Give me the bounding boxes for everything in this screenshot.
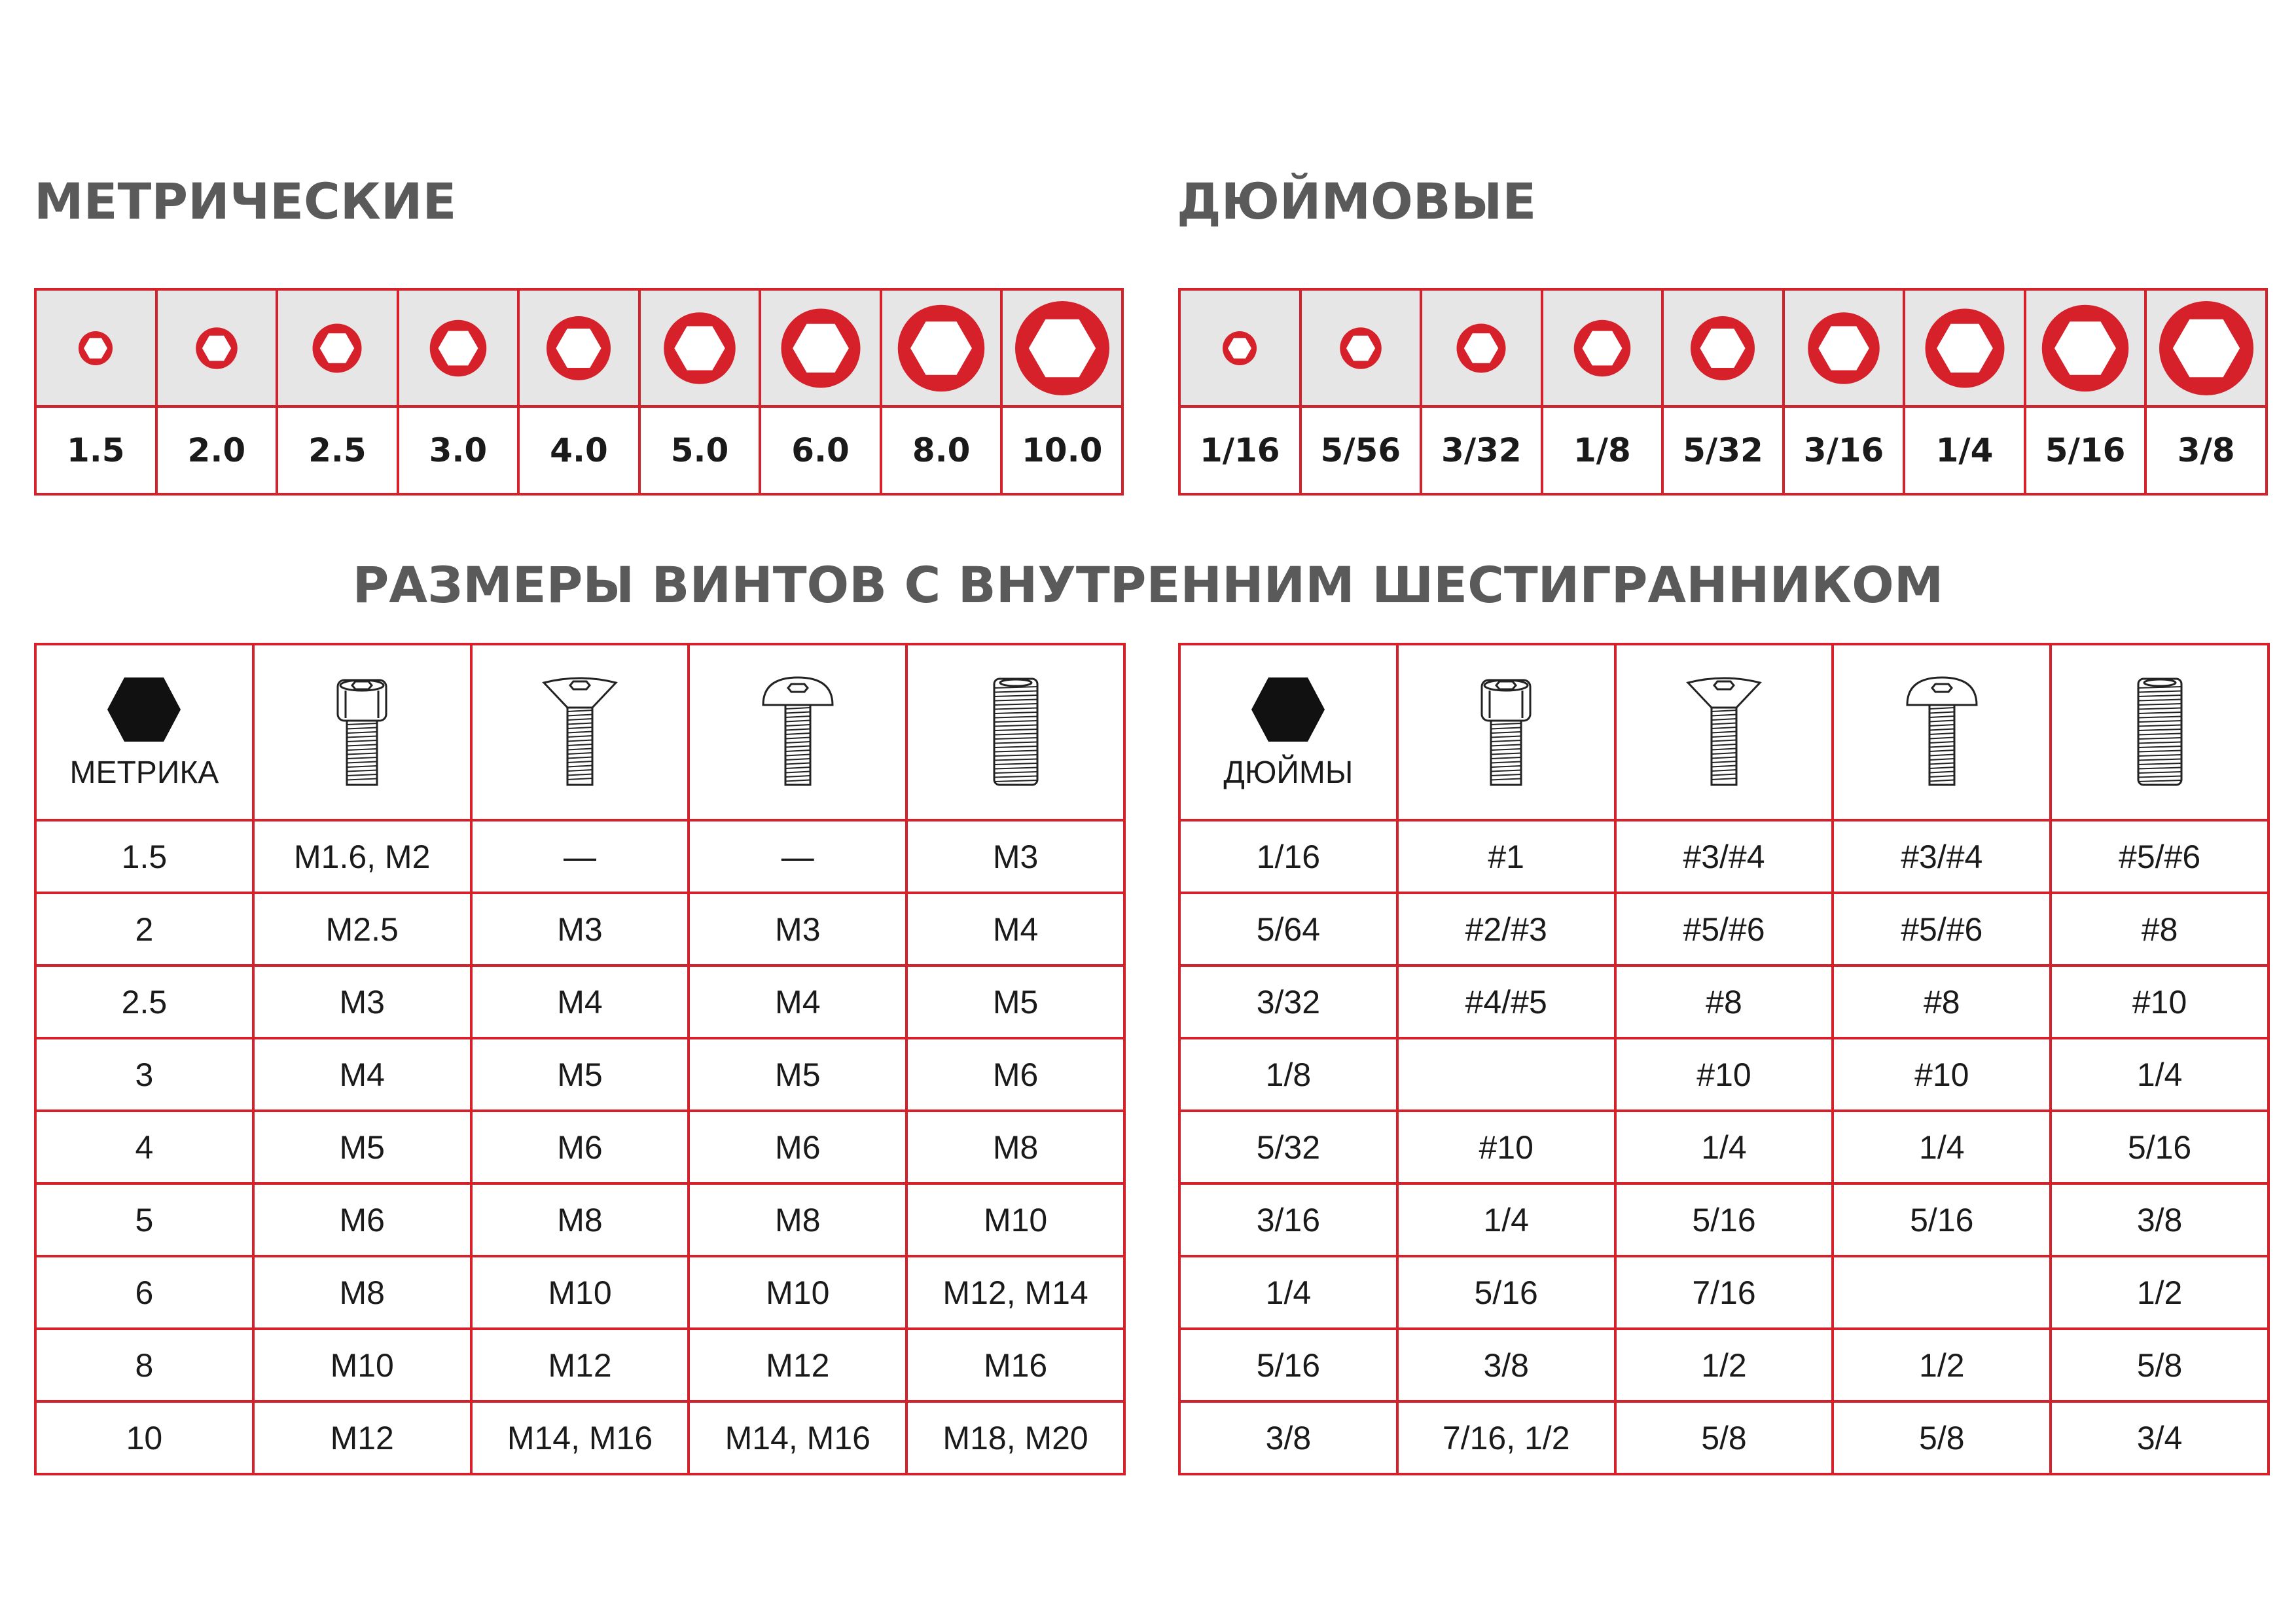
- table-row: [1179, 893, 2269, 965]
- screw-size-cell: #4/#5: [1397, 965, 1615, 1038]
- table-row: [1179, 1038, 2269, 1111]
- hex-socket-icon: [529, 299, 628, 397]
- screw-size-cell: #8: [1615, 965, 1833, 1038]
- hex-key-icon-cell: [1001, 289, 1122, 406]
- hex-key-icon-cell: [1542, 289, 1663, 406]
- screw-size-cell: M6: [689, 1111, 906, 1183]
- hex-socket-icon: [1191, 299, 1289, 397]
- table-row: [1179, 1111, 2269, 1183]
- inch-header-label: ДЮЙМЫ: [1223, 755, 1354, 790]
- inch-heading: ДЮЙМОВЫЕ: [1177, 172, 1537, 230]
- screw-size-cell: 7/16, 1/2: [1397, 1401, 1615, 1474]
- screw-size-cell: M6: [471, 1111, 689, 1183]
- screw-size-cell: 5/16: [1833, 1183, 2051, 1256]
- hex-key-size: 3/32: [1421, 406, 1542, 494]
- flat-head-screw-icon: [537, 674, 622, 791]
- header-socket-head-cell: [1397, 644, 1615, 820]
- hex-key-icon-cell: [1784, 289, 1905, 406]
- screw-size-cell: 7/16: [1615, 1256, 1833, 1329]
- key-size-cell: 3/16: [1179, 1183, 1397, 1256]
- hex-key-size: 5/16: [2025, 406, 2146, 494]
- hex-socket-icon: [409, 299, 507, 397]
- hex-key-size: 3.0: [398, 406, 519, 494]
- hex-socket-icon: [1013, 299, 1111, 397]
- header-button-head-cell: [689, 644, 906, 820]
- key-size-cell: 3: [35, 1038, 253, 1111]
- inch-keys-label-row: [1179, 406, 2267, 494]
- hex-key-icon-cell: [2145, 289, 2267, 406]
- hex-key-size: 5.0: [639, 406, 761, 494]
- key-size-cell: 4: [35, 1111, 253, 1183]
- hex-socket-icon: [651, 299, 749, 397]
- screw-size-cell: #3/#4: [1615, 820, 1833, 893]
- button-head-screw-icon: [1899, 674, 1984, 791]
- hex-socket-icon: [772, 299, 870, 397]
- hex-key-icon-cell: [1179, 289, 1300, 406]
- header-button-head-cell: [1833, 644, 2051, 820]
- table-row: [35, 1401, 1124, 1474]
- header-set-screw-cell: [906, 644, 1124, 820]
- table-row: [1179, 965, 2269, 1038]
- screw-size-cell: M8: [906, 1111, 1124, 1183]
- hex-socket-icon: [1795, 299, 1893, 397]
- hex-key-icon-cell: [1662, 289, 1784, 406]
- screw-size-cell: [1833, 1256, 2051, 1329]
- hex-key-size: 6.0: [760, 406, 881, 494]
- screw-size-cell: 5/8: [2051, 1329, 2269, 1401]
- key-size-cell: 2.5: [35, 965, 253, 1038]
- table-row: [35, 893, 1124, 965]
- key-size-cell: 1/16: [1179, 820, 1397, 893]
- table-row: [35, 1038, 1124, 1111]
- table-row: [35, 1183, 1124, 1256]
- table-row: [1179, 1401, 2269, 1474]
- screw-size-cell: M10: [906, 1183, 1124, 1256]
- header-set-screw-cell: [2051, 644, 2269, 820]
- screw-size-cell: 5/16: [2051, 1111, 2269, 1183]
- hex-key-icon-cell: [1421, 289, 1542, 406]
- hex-key-size: 4.0: [518, 406, 639, 494]
- screw-size-cell: 1/2: [2051, 1256, 2269, 1329]
- table-row: [1179, 1183, 2269, 1256]
- hex-key-icon-cell: [156, 289, 278, 406]
- hex-key-size: 2.5: [277, 406, 398, 494]
- screw-size-cell: M12: [689, 1329, 906, 1401]
- hex-key-icon-cell: [639, 289, 761, 406]
- screw-size-cell: M8: [253, 1256, 471, 1329]
- screw-size-cell: M3: [689, 893, 906, 965]
- screw-size-cell: 1/4: [1833, 1111, 2051, 1183]
- screw-size-cell: 5/8: [1833, 1401, 2051, 1474]
- screw-size-cell: —: [471, 820, 689, 893]
- metric-screw-sizes-table: [34, 643, 1126, 1475]
- key-size-cell: 1/4: [1179, 1256, 1397, 1329]
- hex-socket-icon: [2157, 299, 2255, 397]
- screw-size-cell: 3/4: [2051, 1401, 2269, 1474]
- screw-size-cell: 5/8: [1615, 1401, 1833, 1474]
- screw-size-cell: M5: [689, 1038, 906, 1111]
- screw-size-cell: #10: [1397, 1111, 1615, 1183]
- screw-size-cell: M10: [471, 1256, 689, 1329]
- hex-key-icon-cell: [277, 289, 398, 406]
- hex-socket-icon: [2036, 299, 2134, 397]
- screw-size-cell: M14, M16: [471, 1401, 689, 1474]
- hex-key-size: 2.0: [156, 406, 278, 494]
- hex-socket-icon: [1916, 299, 2014, 397]
- screw-size-cell: M12, M14: [906, 1256, 1124, 1329]
- table-row: [35, 1329, 1124, 1401]
- screw-size-cell: #5/#6: [1833, 893, 2051, 965]
- hex-key-icon-cell: [35, 289, 156, 406]
- screw-size-cell: M2.5: [253, 893, 471, 965]
- set-screw-icon: [980, 674, 1052, 791]
- hex-key-size: 3/8: [2145, 406, 2267, 494]
- screw-size-cell: 5/16: [1615, 1183, 1833, 1256]
- hex-key-size: 10.0: [1001, 406, 1122, 494]
- screw-size-cell: 1/4: [1615, 1111, 1833, 1183]
- screw-size-cell: M10: [253, 1329, 471, 1401]
- screw-size-cell: M12: [253, 1401, 471, 1474]
- hex-socket-icon: [288, 299, 386, 397]
- table-row: [1179, 820, 2269, 893]
- hex-key-size: 1/16: [1179, 406, 1300, 494]
- screw-size-cell: #10: [2051, 965, 2269, 1038]
- hex-socket-icon: [892, 299, 990, 397]
- screw-size-cell: M3: [253, 965, 471, 1038]
- screw-size-cell: M4: [471, 965, 689, 1038]
- screw-size-cell: #3/#4: [1833, 820, 2051, 893]
- screw-size-cell: M5: [471, 1038, 689, 1111]
- key-size-cell: 5: [35, 1183, 253, 1256]
- hex-key-icon-cell: [518, 289, 639, 406]
- screw-size-cell: M4: [906, 893, 1124, 965]
- key-size-cell: 5/64: [1179, 893, 1397, 965]
- hex-key-size: 5/56: [1300, 406, 1422, 494]
- key-size-cell: 1.5: [35, 820, 253, 893]
- screw-size-cell: 1/2: [1833, 1329, 2051, 1401]
- screw-size-cell: M5: [906, 965, 1124, 1038]
- inch-table-header-row: [1179, 644, 2269, 820]
- screw-size-cell: 3/8: [1397, 1329, 1615, 1401]
- hex-key-icon-cell: [1904, 289, 2025, 406]
- key-size-cell: 3/32: [1179, 965, 1397, 1038]
- hex-socket-icon: [46, 299, 145, 397]
- screw-size-cell: M4: [689, 965, 906, 1038]
- hex-key-icon-cell: [2025, 289, 2146, 406]
- screw-size-cell: #10: [1615, 1038, 1833, 1111]
- table-row: [35, 1256, 1124, 1329]
- inch-screw-sizes-table: [1178, 643, 2270, 1475]
- hex-key-size: 3/16: [1784, 406, 1905, 494]
- screw-size-cell: M8: [471, 1183, 689, 1256]
- header-socket-head-cell: [253, 644, 471, 820]
- key-size-cell: 1/8: [1179, 1038, 1397, 1111]
- hex-key-size: 5/32: [1662, 406, 1784, 494]
- table-row: [35, 1111, 1124, 1183]
- screw-size-cell: M1.6, M2: [253, 820, 471, 893]
- table-row: [35, 965, 1124, 1038]
- screw-size-cell: [1397, 1038, 1615, 1111]
- table-row: [35, 820, 1124, 893]
- screw-size-cell: M6: [253, 1183, 471, 1256]
- hex-key-icon-cell: [760, 289, 881, 406]
- screw-sizes-heading: РАЗМЕРЫ ВИНТОВ С ВНУТРЕННИМ ШЕСТИГРАННИКОМ: [352, 556, 1944, 614]
- screw-size-cell: 5/16: [1397, 1256, 1615, 1329]
- metric-keys-table: [34, 288, 1124, 496]
- screw-size-cell: #8: [2051, 893, 2269, 965]
- key-size-cell: 5/32: [1179, 1111, 1397, 1183]
- screw-size-cell: —: [689, 820, 906, 893]
- hex-socket-icon: [1312, 299, 1410, 397]
- socket-head-cap-screw-icon: [1470, 674, 1542, 791]
- metric-heading: МЕТРИЧЕСКИЕ: [34, 172, 457, 230]
- hex-key-icon: [1249, 674, 1327, 746]
- screw-size-cell: #10: [1833, 1038, 2051, 1111]
- screw-size-cell: M10: [689, 1256, 906, 1329]
- metric-header-cell: [35, 644, 253, 820]
- key-size-cell: 5/16: [1179, 1329, 1397, 1401]
- inch-keys-icon-row: [1179, 289, 2267, 406]
- screw-size-cell: M3: [906, 820, 1124, 893]
- hex-socket-icon: [168, 299, 266, 397]
- screw-size-cell: M5: [253, 1111, 471, 1183]
- hex-key-size: 1/4: [1904, 406, 2025, 494]
- key-size-cell: 6: [35, 1256, 253, 1329]
- hex-key-icon: [105, 674, 183, 746]
- hex-socket-icon: [1432, 299, 1530, 397]
- header-flat-head-cell: [1615, 644, 1833, 820]
- hex-key-size: 8.0: [881, 406, 1002, 494]
- key-size-cell: 3/8: [1179, 1401, 1397, 1474]
- inch-header-cell: [1179, 644, 1397, 820]
- screw-size-cell: M3: [471, 893, 689, 965]
- screw-size-cell: 3/8: [2051, 1183, 2269, 1256]
- screw-size-cell: #8: [1833, 965, 2051, 1038]
- header-flat-head-cell: [471, 644, 689, 820]
- screw-size-cell: #5/#6: [2051, 820, 2269, 893]
- metric-keys-label-row: [35, 406, 1122, 494]
- table-row: [1179, 1256, 2269, 1329]
- hex-socket-icon: [1674, 299, 1772, 397]
- hex-key-size: 1.5: [35, 406, 156, 494]
- screw-size-cell: M6: [906, 1038, 1124, 1111]
- screw-size-cell: M14, M16: [689, 1401, 906, 1474]
- screw-size-cell: 1/4: [2051, 1038, 2269, 1111]
- screw-size-cell: M4: [253, 1038, 471, 1111]
- screw-size-cell: 1/4: [1397, 1183, 1615, 1256]
- hex-socket-icon: [1553, 299, 1651, 397]
- table-row: [1179, 1329, 2269, 1401]
- hex-key-size: 1/8: [1542, 406, 1663, 494]
- socket-head-cap-screw-icon: [326, 674, 398, 791]
- metric-table-header-row: [35, 644, 1124, 820]
- screw-size-cell: #5/#6: [1615, 893, 1833, 965]
- screw-size-cell: M12: [471, 1329, 689, 1401]
- button-head-screw-icon: [755, 674, 840, 791]
- flat-head-screw-icon: [1681, 674, 1767, 791]
- inch-keys-table: [1178, 288, 2268, 496]
- key-size-cell: 10: [35, 1401, 253, 1474]
- key-size-cell: 8: [35, 1329, 253, 1401]
- hex-key-icon-cell: [881, 289, 1002, 406]
- metric-keys-icon-row: [35, 289, 1122, 406]
- screw-size-cell: M16: [906, 1329, 1124, 1401]
- screw-size-cell: M8: [689, 1183, 906, 1256]
- key-size-cell: 2: [35, 893, 253, 965]
- metric-header-label: МЕТРИКА: [69, 755, 219, 790]
- hex-key-icon-cell: [1300, 289, 1422, 406]
- hex-key-icon-cell: [398, 289, 519, 406]
- screw-size-cell: #1: [1397, 820, 1615, 893]
- screw-size-cell: M18, M20: [906, 1401, 1124, 1474]
- screw-size-cell: 1/2: [1615, 1329, 1833, 1401]
- screw-size-cell: #2/#3: [1397, 893, 1615, 965]
- set-screw-icon: [2124, 674, 2196, 791]
